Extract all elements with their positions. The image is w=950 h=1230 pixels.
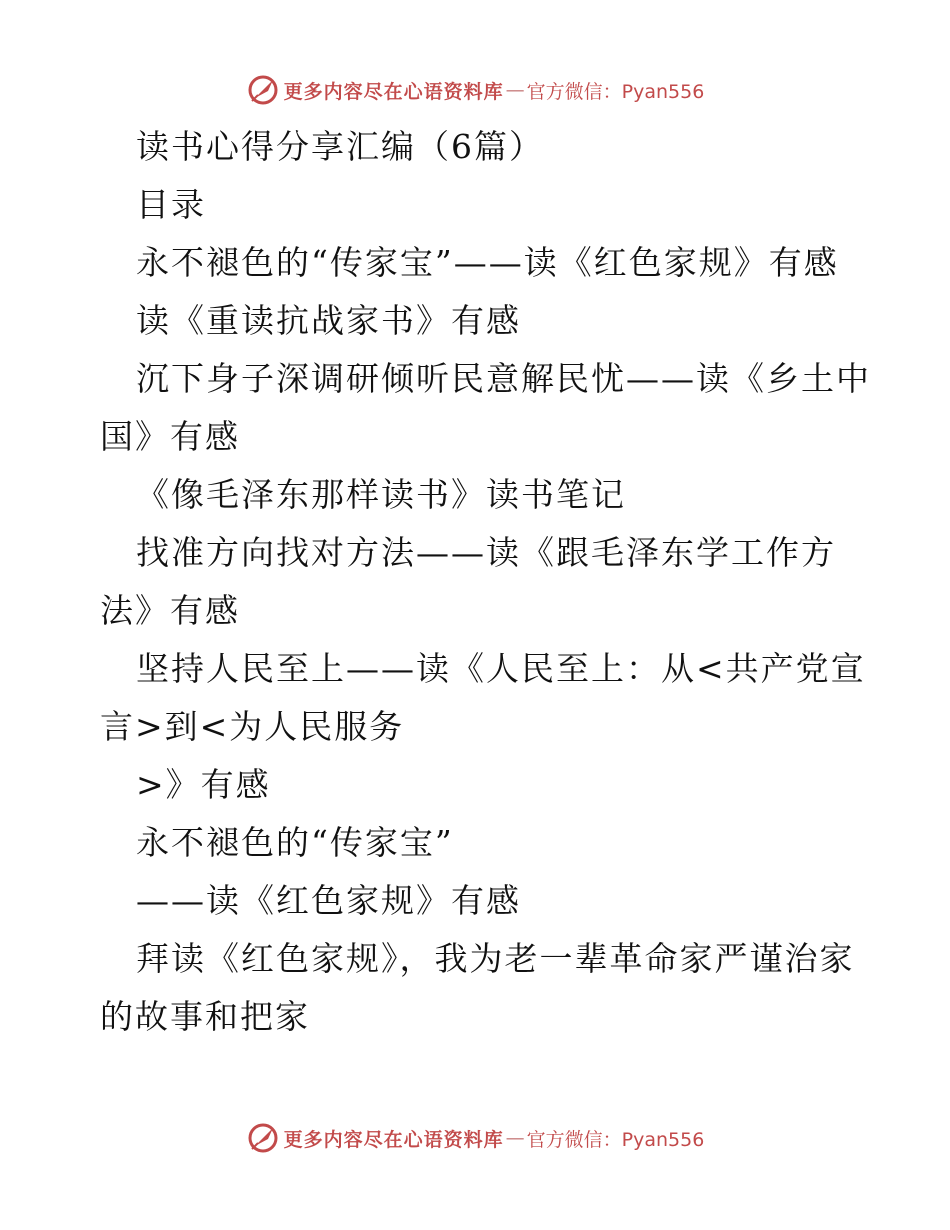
doc-line-14: ——读《红色家规》有感 xyxy=(136,881,521,920)
doc-line-12: >》有感 xyxy=(136,765,271,804)
doc-line-6: 国》有感 xyxy=(100,417,240,456)
doc-line-16: 的故事和把家 xyxy=(100,997,310,1036)
doc-line-5: 沉下身子深调研倾听民意解民忧——读《乡土中 xyxy=(136,359,871,398)
doc-line-7: 《像毛泽东那样读书》读书笔记 xyxy=(136,475,626,514)
doc-line-8: 找准方向找对方法——读《跟毛泽东学工作方 xyxy=(136,533,836,572)
doc-line-13: 永不褪色的“传家宝” xyxy=(136,823,454,862)
watermark-separator: — xyxy=(505,79,525,101)
watermark-brand: 更多内容尽在心语资料库 xyxy=(283,80,504,103)
doc-line-11: 言>到<为人民服务 xyxy=(100,707,405,746)
doc-line-9: 法》有感 xyxy=(100,591,240,630)
doc-line-1: 读书心得分享汇编（6篇） xyxy=(136,127,544,166)
doc-line-2: 目录 xyxy=(136,185,206,224)
doc-line-3: 永不褪色的“传家宝”——读《红色家规》有感 xyxy=(136,243,839,282)
quill-logo-icon xyxy=(246,73,280,107)
watermark-wechat: 官方微信：Pyan556 xyxy=(526,1128,705,1151)
doc-line-10: 坚持人民至上——读《人民至上：从<共产党宣 xyxy=(136,649,866,688)
document-body xyxy=(100,118,871,1046)
quill-logo-icon xyxy=(246,1121,280,1155)
footer-watermark xyxy=(0,1118,950,1158)
doc-line-4: 读《重读抗战家书》有感 xyxy=(136,301,521,340)
watermark-brand: 更多内容尽在心语资料库 xyxy=(283,1128,504,1151)
header-watermark xyxy=(0,70,950,110)
doc-line-15: 拜读《红色家规》，我为老一辈革命家严谨治家 xyxy=(136,939,855,978)
watermark-wechat: 官方微信：Pyan556 xyxy=(526,80,705,103)
watermark-separator: — xyxy=(505,1127,525,1149)
